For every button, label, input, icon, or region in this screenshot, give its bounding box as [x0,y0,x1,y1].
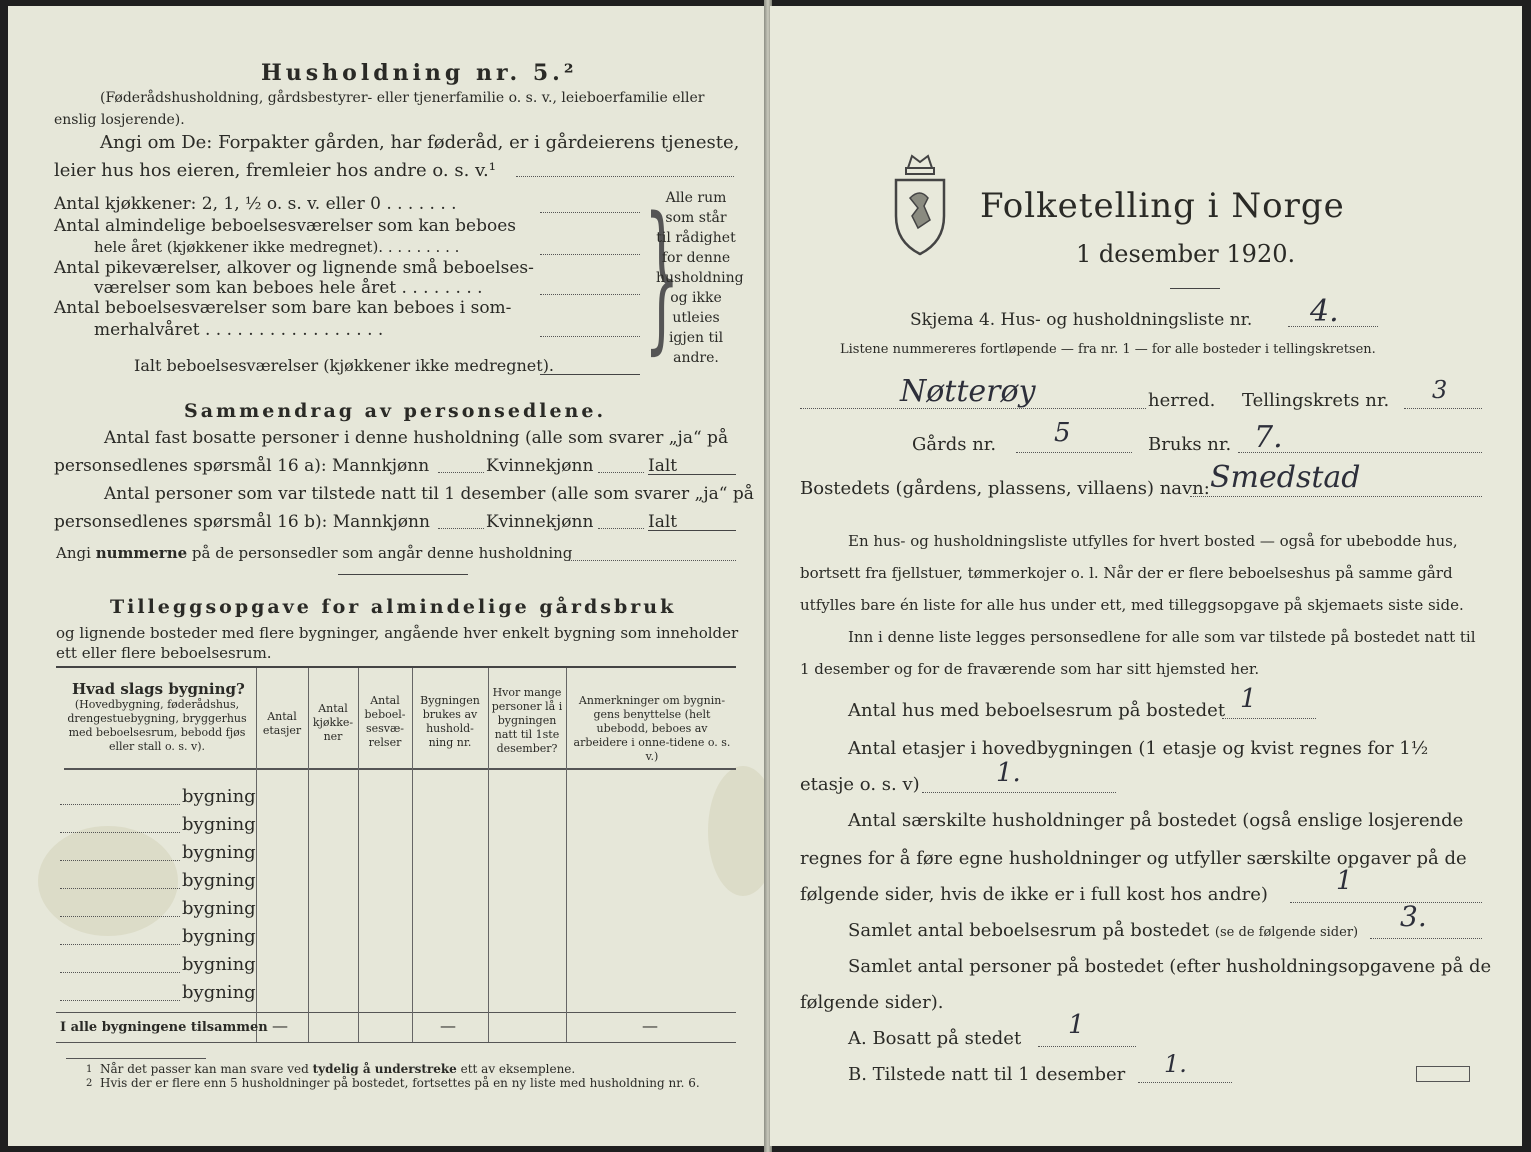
census-title: Folketelling i Norge [980,186,1345,226]
tilsammen-dash-etasjer: — [272,1016,288,1035]
table-header-etasjer: Antal etasjer [262,710,302,737]
qa-value: 1 [1068,1010,1085,1040]
sammendrag-line-2c: Ialt [648,456,678,476]
angi-line-1: Angi om De: Forpakter gården, har føderåd, er i gårdeierens tjeneste, [100,132,740,153]
herred-label: herred. [1148,390,1216,411]
sammendrag-line-4c: Ialt [648,512,678,532]
q3-line-1: Antal særskilte husholdninger på bostedet (også enslige losjerende [848,810,1464,831]
q5-line-1: Samlet antal personer på bostedet (efter husholdningsopgavene på de [848,956,1492,977]
q2-line-2: etasje o. s. v) [800,774,920,795]
coat-of-arms-icon [888,150,952,260]
bygning-label: bygning [182,982,256,1003]
almindelige-row-1: Antal almindelige beboelsesværelser som kan beboes [54,216,516,236]
table-header-kjokkener: Antal kjøkke-ner [312,702,354,743]
table-header-type: Hvad slags bygning? [72,680,245,698]
q3-line-2: regnes for å føre egne husholdninger og utfyller særskilte opgaver på de [800,848,1467,869]
footnote-1 [100,1062,575,1076]
bosted-label: Bostedets (gårdens, plassens, villaens) navn: [800,478,1210,499]
q3-value: 1 [1336,866,1353,896]
sammendrag-line-2b: Kvinnekjønn [486,456,594,476]
listene-note: Listene nummereres fortløpende — fra nr. 1 — for alle bosteder i tellingskretsen. [840,342,1376,357]
q5-line-2: følgende sider). [800,992,944,1013]
q4-label [848,920,1358,941]
sammendrag-line-2a: personsedlenes spørsmål 16 a): Mannkjønn [54,456,430,476]
angi-nummerne-c: på de personsedler som angår denne husholdning [191,544,573,562]
footnote-2: Hvis der er flere enn 5 husholdninger på bostedet, fortsettes på en ny liste med husholdning nr. 6. [100,1076,700,1090]
household-intro-2: enslig losjerende). [54,112,185,128]
sammendrag-title: Sammendrag av personsedlene. [184,400,607,422]
left-page: Husholdning nr. 5.² (Føderådshusholdning, gårdsbestyrer- eller tjenerfamilie o. s. v., leieboerfamilie eller enslig losjerende). Angi om De: Forpakter gården, har føderåd, er i gårdeierens tjeneste, leier hus hos eieren, fremleier hos andre o. s. v.¹ Antal kjøkkener: 2, 1, ½ o. s. v. eller 0 . . . . . . . Antal almindelige beboelsesværelser som kan beboes hele året (kjøkkener ikke medregnet). . . . . . . . . Antal pikeværelser, alkover og lignende små beboelses- værelser som kan beboes hele året . . . . . . . . Antal beboelsesværelser som bare kan beboes i som- merhalvåret . . . . . . . . . . . . . . . . . Ialt beboelsesværelser (kjøkkener ikke medregnet). } Alle rum som står til rådighet for denne husholdning og ikke utleies igjen til andre. Sammendrag av personsedlene. Antal fast bosatte personer i denne husholdning (alle som svarer „ja“ på personsedlenes spørsmål 16 a): Mannkjønn Kvinnekjønn Ialt Antal personer som var tilstede natt til 1 desember (alle som svarer „ja“ på personsedlenes spørsmål 16 b): Mannkjønn Kvinnekjønn Ialt Angi nummerne på de personsedler som angår denne husholdning Tilleggsopgave for almindelige gårdsbruk og lignende bosteder med flere bygninger, angående hver enkelt bygning som inneholder ett eller flere beboelsesrum. Hvad slags bygning? (Hovedbygning, føderådshus, drengestuebygning, bryggerhus med beboelsesrum, bebodd fjøs eller stall o. s. v). Antal etasjer Antal kjøkke-ner Antal beboel-sesvæ-relser Bygningen brukes av hushold-ning nr. Hvor mange personer lå i bygningen natt til 1ste desember? Anmerkninger om bygnin-gens benyttelse (helt ubebodd, beboes av arbeidere i onne-tidene o. s. v.) bygning bygning bygning bygning bygning bygning bygning bygning I alle bygningene tilsammen — — — 1 Når det passer kan man svare ved tydelig å understreke ett av eksemplene. 2 Hvis der er flere enn 5 husholdninger på bostedet, fortsettes på en ny liste med husholdning nr. 6. [8,6,766,1146]
tillegg-line-2: ett eller flere beboelsesrum. [56,644,272,662]
angi-nummerne-a: Angi [56,544,91,562]
info-line-5: 1 desember og for de fraværende som har sitt hjemsted her. [800,660,1260,678]
tilsammen-label: I alle bygningene tilsammen [60,1020,268,1035]
footnote-2-number: 2 [86,1078,93,1089]
bygning-label: bygning [182,870,256,891]
angi-line-2: leier hus hos eieren, fremleier hos andre o. s. v.¹ [54,160,496,181]
bruks-label: Bruks nr. [1148,434,1232,455]
household-title: Husholdning nr. 5.² [261,60,578,86]
printer-stamp-icon [1416,1066,1470,1082]
bygning-label: bygning [182,898,256,919]
q1-label: Antal hus med beboelsesrum på bostedet [848,700,1226,721]
qb-label: B. Tilstede natt til 1 desember [848,1064,1126,1085]
sammendrag-line-4a: personsedlenes spørsmål 16 b): Mannkjønn [54,512,430,532]
footnote-1-b: tydelig å understreke [312,1062,457,1076]
tellingskrets-value: 3 [1432,376,1448,404]
bygning-label: bygning [182,842,256,863]
sammendrag-line-4b: Kvinnekjønn [486,512,594,532]
pike-row-1: Antal pikeværelser, alkover og lignende små beboelses- [54,258,534,278]
sammendrag-line-1: Antal fast bosatte personer i denne husholdning (alle som svarer „ja“ på [104,428,729,448]
footnote-1-number: 1 [86,1064,93,1075]
kjokkener-row: Antal kjøkkener: 2, 1, ½ o. s. v. eller 0 . . . . . . . [54,194,457,214]
angi-nummerne-b: nummerne [95,544,188,562]
footnote-1-c: ett av eksemplene. [460,1062,576,1076]
skjema-label: Skjema 4. Hus- og husholdningsliste nr. [910,310,1253,330]
tilsammen-dash-husholdning: — [440,1016,456,1035]
q4-label-a: Samlet antal beboelsesrum på bostedet [848,920,1210,941]
side-note: Alle rum som står til rådighet for denne husholdning og ikke utleies igjen til andre. [656,190,744,366]
q2-value: 1. [996,758,1021,788]
bygning-label: bygning [182,814,256,835]
ialt-row: Ialt beboelsesværelser (kjøkkener ikke medregnet). [134,356,555,375]
skjema-value: 4. [1310,294,1339,329]
table-header-vaerelser: Antal beboel-sesvæ-relser [364,694,406,749]
tillegg-title: Tilleggsopgave for almindelige gårdsbruk [110,596,677,618]
q4-label-b: (se de følgende sider) [1214,925,1359,940]
tilsammen-dash-anmerkninger: — [642,1016,658,1035]
q4-value: 3. [1400,900,1427,933]
info-line-1: En hus- og husholdningsliste utfylles for hvert bosted — også for ubebodde hus, [848,532,1458,550]
household-intro-1: (Føderådshusholdning, gårdsbestyrer- eller tjenerfamilie o. s. v., leieboerfamilie eller [100,90,705,106]
table-header-anmerkninger: Anmerkninger om bygnin-gens benyttelse (helt ubebodd, beboes av arbeidere i onne-tidene o. s. v.) [573,694,731,763]
info-line-3: utfylles bare én liste for alle hus under ett, med tilleggsopgave på skjemaets siste side. [800,596,1464,614]
info-line-4: Inn i denne liste legges personsedlene for alle som var tilstede på bostedet natt til [848,628,1476,646]
sommer-row-2: merhalvåret . . . . . . . . . . . . . . . . . [94,320,384,340]
bruks-value: 7. [1254,420,1283,455]
gards-label: Gårds nr. [912,434,997,455]
gards-value: 5 [1054,418,1071,448]
sommer-row-1: Antal beboelsesværelser som bare kan beboes i som- [54,298,512,318]
q2-line-1: Antal etasjer i hovedbygningen (1 etasje og kvist regnes for 1½ [848,738,1429,759]
table-header-type-desc: (Hovedbygning, føderådshus, drengestuebygning, bryggerhus med beboelsesrum, bebodd fjøs eller stall o. s. v). [67,698,247,753]
census-date: 1 desember 1920. [1076,240,1296,268]
bygning-label: bygning [182,786,256,807]
table-header-personer: Hvor mange personer lå i bygningen natt til 1ste desember? [491,686,563,755]
bygning-label: bygning [182,954,256,975]
bosted-value: Smedstad [1210,460,1361,495]
almindelige-row-2: hele året (kjøkkener ikke medregnet). . . . . . . . . [94,238,460,256]
tillegg-line-1: og lignende bosteder med flere bygninger, angående hver enkelt bygning som inneholder [56,624,739,642]
right-page [770,6,1522,1146]
footnote-1-a: Når det passer kan man svare ved [100,1062,309,1076]
tellingskrets-label: Tellingskrets nr. [1242,390,1390,411]
angi-nummerne [56,544,572,562]
qb-value: 1. [1164,1050,1187,1078]
q3-line-3: følgende sider, hvis de ikke er i full kost hos andre) [800,884,1268,905]
sammendrag-line-3: Antal personer som var tilstede natt til 1 desember (alle som svarer „ja“ på [104,484,754,504]
qa-label: A. Bosatt på stedet [848,1028,1022,1049]
herred-value: Nøtterøy [900,374,1036,409]
info-line-2: bortsett fra fjellstuer, tømmerkojer o. l. Når der er flere beboelseshus på samme gård [800,564,1453,582]
bygning-label: bygning [182,926,256,947]
q1-value: 1 [1240,684,1257,714]
pike-row-2: værelser som kan beboes hele året . . . . . . . . [94,278,483,298]
table-header-husholdning: Bygningen brukes av hushold-ning nr. [420,694,480,749]
